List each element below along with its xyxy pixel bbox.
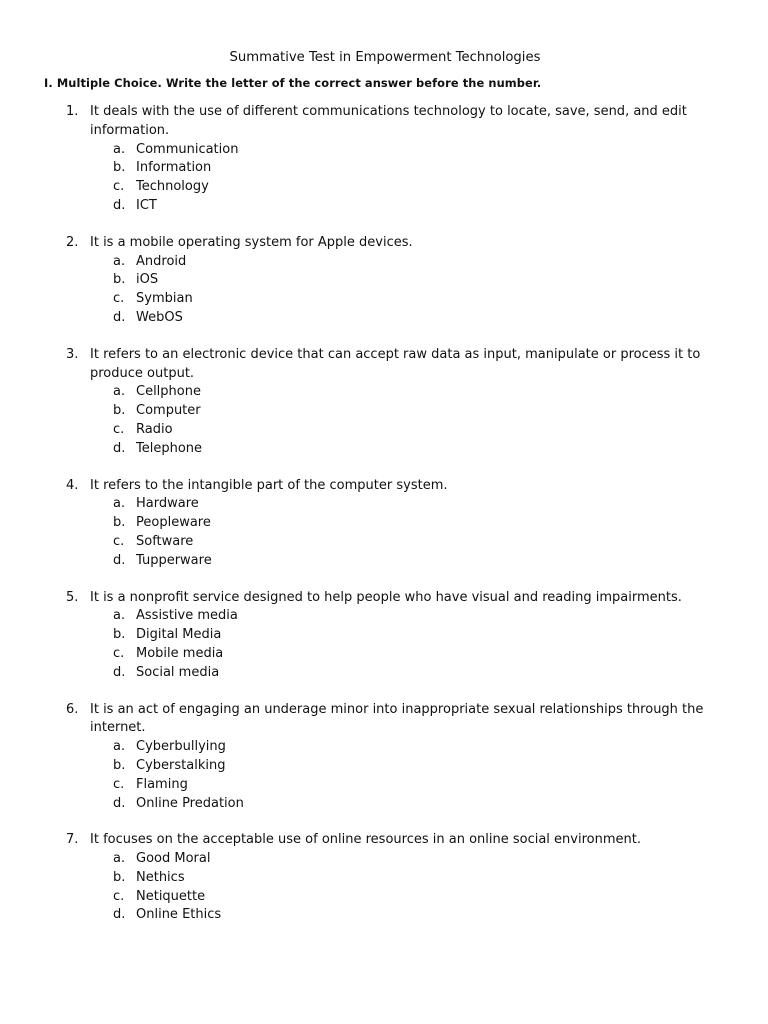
choice-text: Good Moral (136, 851, 211, 867)
question-text: It focuses on the acceptable use of online resources in an online social environment. (90, 832, 641, 848)
choice-letter: b. (113, 515, 126, 531)
choice-item (113, 738, 724, 757)
choice-item (113, 533, 724, 552)
question-number: 3. (66, 346, 79, 362)
choice-list (90, 738, 724, 813)
choice-letter: c. (113, 291, 125, 307)
choice-text: Cellphone (136, 384, 201, 400)
question-item (46, 234, 724, 328)
choice-item (113, 141, 724, 160)
choice-text: Cyberstalking (136, 757, 226, 773)
choice-letter: b. (113, 869, 126, 885)
choice-text: Netiquette (136, 888, 206, 904)
choice-letter: c. (113, 776, 125, 792)
choice-letter: c. (113, 421, 125, 437)
question-number: 1. (66, 104, 79, 119)
choice-list (90, 383, 724, 458)
choice-text: Mobile media (136, 645, 224, 661)
choice-text: Social media (136, 664, 220, 680)
choice-item (113, 383, 724, 402)
choice-item (113, 271, 724, 290)
choice-letter: a. (113, 496, 126, 512)
choice-text: Flaming (136, 776, 188, 792)
choice-letter: c. (113, 179, 125, 195)
choice-letter: a. (113, 608, 126, 624)
choice-text: Tupperware (136, 552, 212, 568)
choice-item (113, 850, 724, 869)
choice-item (113, 552, 724, 571)
choice-text: Peopleware (136, 515, 211, 531)
question-item (46, 589, 724, 683)
choice-list (90, 253, 724, 328)
choice-text: Symbian (136, 291, 193, 307)
choice-letter: d. (113, 552, 126, 568)
choice-letter: b. (113, 403, 126, 419)
choice-letter: c. (113, 645, 125, 661)
choice-item (113, 290, 724, 309)
choice-letter: b. (113, 757, 126, 773)
choice-item (113, 664, 724, 683)
choice-item (113, 440, 724, 459)
choice-list (90, 607, 724, 682)
question-list (46, 103, 724, 925)
question-item (46, 831, 724, 925)
choice-text: Cyberbullying (136, 739, 226, 755)
choice-item (113, 888, 724, 907)
choice-item (113, 253, 724, 272)
choice-text: iOS (136, 272, 159, 288)
question-text: It refers to an electronic device that can accept raw data as input, manipulate or process it to produce output. (90, 346, 701, 381)
choice-list (90, 495, 724, 570)
choice-letter: a. (113, 253, 126, 269)
question-number: 2. (66, 234, 79, 250)
choice-text: Telephone (136, 440, 203, 456)
choice-item (113, 776, 724, 795)
choice-letter: b. (113, 627, 126, 643)
choice-item (113, 906, 724, 925)
section-instructions: I. Multiple Choice. Write the letter of the correct answer before the number. (44, 76, 542, 90)
choice-text: Nethics (136, 869, 185, 885)
choice-item (113, 869, 724, 888)
choice-letter: d. (113, 907, 126, 923)
question-item (46, 346, 724, 459)
choice-text: Android (136, 253, 187, 269)
choice-letter: a. (113, 851, 126, 867)
choice-item (113, 159, 724, 178)
choice-item (113, 402, 724, 421)
choice-text: Hardware (136, 496, 199, 512)
choice-item (113, 795, 724, 814)
choice-text: WebOS (136, 309, 183, 325)
question-number: 4. (66, 477, 79, 493)
question-item (46, 103, 724, 216)
choice-text: Online Ethics (136, 907, 222, 923)
choice-text: Assistive media (136, 608, 238, 624)
choice-letter: d. (113, 440, 126, 456)
choice-item (113, 645, 724, 664)
choice-letter: d. (113, 197, 126, 213)
choice-letter: d. (113, 795, 126, 811)
choice-text: Online Predation (136, 795, 244, 811)
choice-letter: a. (113, 141, 126, 157)
choice-item (113, 514, 724, 533)
question-item (46, 701, 724, 814)
choice-item (113, 607, 724, 626)
choice-letter: c. (113, 888, 125, 904)
choice-item (113, 757, 724, 776)
question-text: It deals with the use of different communications technology to locate, save, send, and edit information. (90, 104, 687, 138)
choice-text: Digital Media (136, 627, 222, 643)
choice-letter: a. (113, 739, 126, 755)
choice-text: Technology (136, 179, 209, 195)
choice-text: Software (136, 533, 194, 549)
choice-letter: d. (113, 309, 126, 325)
question-number: 7. (66, 832, 79, 848)
choice-item (113, 495, 724, 514)
choice-list (90, 850, 724, 925)
choice-letter: d. (113, 664, 126, 680)
choice-list (90, 141, 724, 216)
question-text: It refers to the intangible part of the computer system. (90, 477, 448, 493)
question-text: It is a nonprofit service designed to help people who have visual and reading impairments. (90, 589, 682, 605)
choice-letter: c. (113, 533, 125, 549)
choice-text: ICT (136, 197, 157, 213)
choice-text: Computer (136, 403, 201, 419)
choice-text: Information (136, 160, 212, 176)
choice-letter: b. (113, 272, 126, 288)
choice-text: Radio (136, 421, 173, 437)
choice-letter: a. (113, 384, 126, 400)
choice-item (113, 197, 724, 216)
page-title: Summative Test in Empowerment Technologies (229, 50, 541, 65)
question-number: 6. (66, 701, 79, 717)
choice-item (113, 309, 724, 328)
choice-text: Communication (136, 141, 239, 157)
choice-item (113, 626, 724, 645)
question-text: It is an act of engaging an underage minor into inappropriate sexual relationships through the internet. (90, 701, 704, 736)
question-number: 5. (66, 589, 79, 605)
question-text: It is a mobile operating system for Apple devices. (90, 234, 413, 250)
choice-letter: b. (113, 160, 126, 176)
choice-item (113, 178, 724, 197)
question-item (46, 477, 724, 571)
choice-item (113, 421, 724, 440)
